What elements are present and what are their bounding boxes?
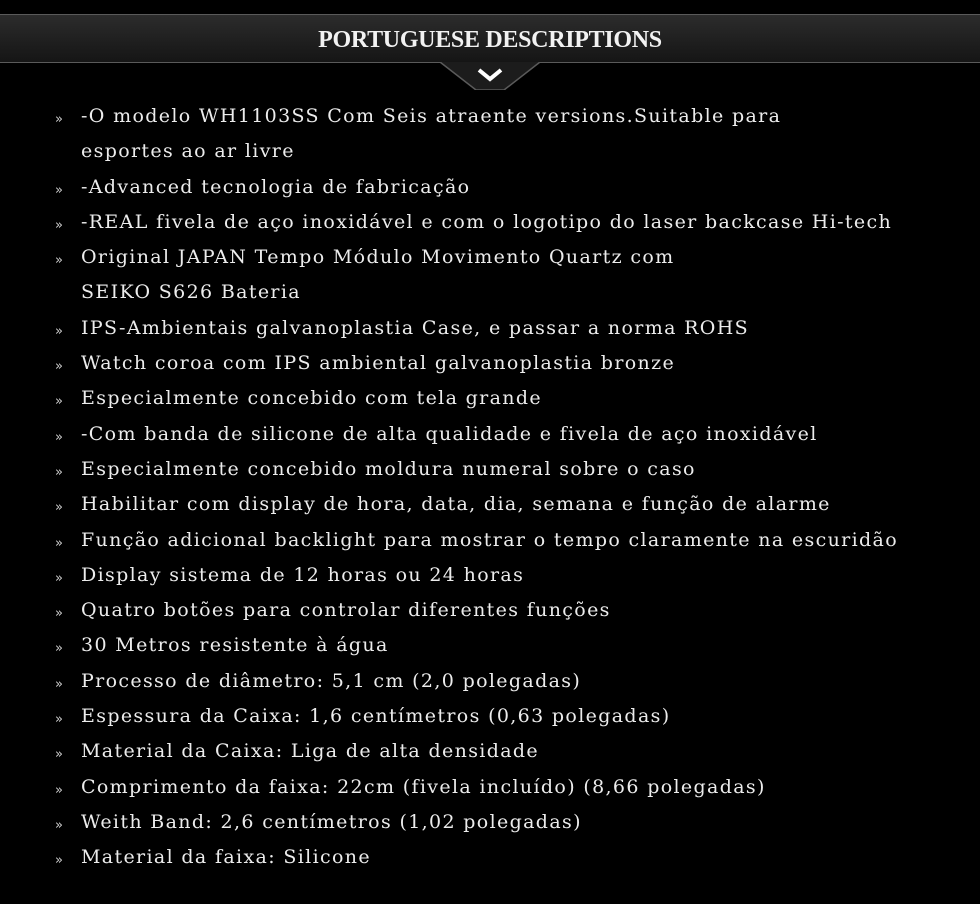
list-item: [0, 734, 980, 769]
section-header: [0, 14, 980, 63]
list-item: [0, 170, 980, 205]
bullet-icon: »: [55, 817, 63, 833]
list-item-text: Habilitar com display de hora, data, dia, semana e função de alarme: [81, 493, 831, 516]
bullet-icon: »: [55, 535, 63, 551]
list-item: [0, 417, 980, 452]
list-item: [0, 664, 980, 699]
bullet-icon: »: [55, 359, 63, 375]
list-item-text: Processo de diâmetro: 5,1 cm (2,0 polegadas): [81, 669, 582, 692]
list-item: [0, 805, 980, 840]
bullet-icon: »: [55, 112, 63, 127]
list-item-text: Material da Caixa: Liga de alta densidade: [81, 740, 540, 763]
list-item: [0, 840, 980, 875]
list-item-text: Display sistema de 12 horas ou 24 horas: [81, 563, 525, 586]
list-item-text: Especialmente concebido moldura numeral sobre o caso: [81, 457, 696, 480]
list-item: [0, 628, 980, 663]
list-item-text: Quatro botões para controlar diferentes funções: [81, 599, 611, 622]
list-item: [0, 770, 980, 805]
list-item-text: Especialmente concebido com tela grande: [81, 387, 542, 410]
bullet-icon: »: [55, 500, 63, 516]
bullet-icon: »: [55, 747, 63, 763]
list-item-text: -O modelo WH1103SS Com Seis atraente versions.Suitable para: [81, 105, 782, 127]
list-item-text: Espessura da Caixa: 1,6 centímetros (0,63 polegadas): [81, 705, 671, 728]
list-item-text: IPS-Ambientais galvanoplastia Case, e passar a norma ROHS: [81, 316, 749, 339]
chevron-down-icon: [440, 62, 540, 90]
list-item-text: -Advanced tecnologia de fabricação: [81, 175, 471, 198]
list-item-text: -Com banda de silicone de alta qualidade e fivela de aço inoxidável: [81, 422, 818, 445]
list-item-text: Material da faixa: Silicone: [81, 846, 371, 869]
bullet-icon: »: [55, 641, 63, 657]
list-item: [0, 99, 980, 170]
list-item-text: Weith Band: 2,6 centímetros (1,02 polegadas): [81, 810, 582, 833]
bullet-icon: »: [55, 253, 63, 269]
list-item: [0, 699, 980, 734]
bullet-icon: »: [55, 182, 63, 198]
bullet-icon: »: [55, 217, 63, 233]
list-item-text: Comprimento da faixa: 22cm (fivela incluído) (8,66 polegadas): [81, 775, 766, 798]
bullet-icon: »: [55, 464, 63, 480]
bullet-icon: »: [55, 570, 63, 586]
list-item: [0, 381, 980, 416]
bullet-icon: »: [55, 323, 63, 339]
list-item: [0, 311, 980, 346]
list-item: [0, 240, 980, 311]
bullet-icon: »: [55, 676, 63, 692]
bullet-icon: »: [55, 606, 63, 622]
list-item-text: -REAL fivela de aço inoxidável e com o logotipo do laser backcase Hi-tech: [81, 210, 893, 233]
list-item: [0, 452, 980, 487]
list-item-text: Original JAPAN Tempo Módulo Movimento Quartz com: [81, 246, 675, 269]
list-item: [0, 593, 980, 628]
list-item-text: esportes ao ar livre: [81, 140, 295, 163]
list-item-text: Função adicional backlight para mostrar o tempo claramente na escuridão: [81, 528, 898, 551]
list-item: [0, 487, 980, 522]
description-list: [0, 99, 980, 876]
bullet-icon: »: [55, 429, 63, 445]
list-item: [0, 558, 980, 593]
bullet-icon: »: [55, 394, 63, 410]
list-item-text: 30 Metros resistente à água: [81, 634, 389, 657]
bullet-icon: »: [55, 853, 63, 869]
list-item: [0, 346, 980, 381]
bullet-icon: »: [55, 712, 63, 728]
list-item: [0, 523, 980, 558]
list-item: [0, 205, 980, 240]
bullet-icon: »: [55, 782, 63, 798]
section-title: PORTUGUESE DESCRIPTIONS: [318, 27, 662, 53]
list-item-text: SEIKO S626 Bateria: [81, 281, 301, 304]
list-item-text: Watch coroa com IPS ambiental galvanoplastia bronze: [81, 352, 676, 375]
